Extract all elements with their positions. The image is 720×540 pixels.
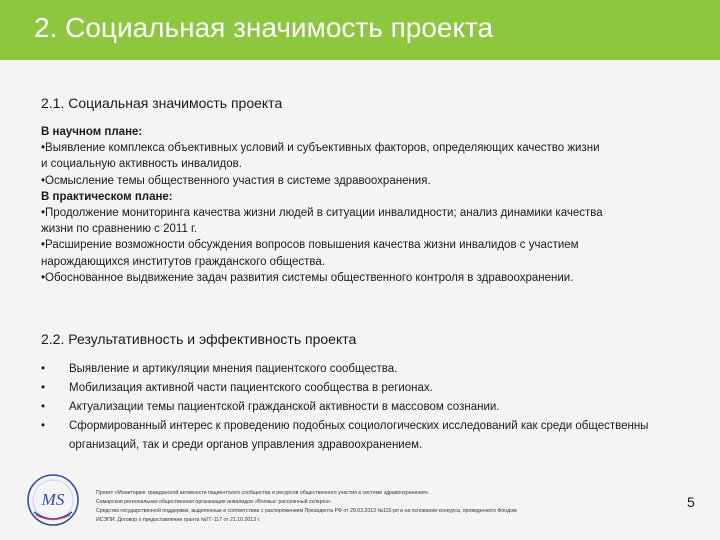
text-line: •Осмысление темы общественного участия в системе здравоохранения.: [41, 174, 431, 187]
subheading: В научном плане:: [41, 126, 143, 138]
text-line: •Расширение возможности обсуждения вопросов повышения качества жизни инвалидов с участием: [41, 239, 579, 252]
footer-line: Средства государственной поддержки, выделенные в соответствии с распоряжением Президента РФ от 29.03.2013 №115-рп и на основании конкурса, проведенного Фондом: [96, 508, 517, 514]
text-line: нарождающихся институтов гражданского общества.: [41, 255, 325, 268]
list-item-text: организаций, так и среди органов управления здравоохранением.: [69, 439, 423, 451]
list-item: [41, 398, 720, 417]
footer-text: [96, 489, 656, 525]
logo-text: MS: [41, 490, 65, 509]
bullet-icon: •: [41, 363, 46, 375]
list-item: [41, 360, 720, 379]
section-1-body: [41, 124, 691, 286]
footer-line: ИСЭПИ. Договор о предоставлении гранта №ГГ-117 от 21.10.2013 г.: [96, 517, 261, 523]
list-item-text: Сформированный интерес к проведению подобных социологических исследований как среди общественны: [69, 420, 649, 432]
title-bar: [0, 0, 720, 60]
slide-title: 2. Социальная значимость проекта: [34, 12, 494, 43]
page-number: 5: [687, 494, 695, 510]
section-2-heading: 2.2. Результативность и эффективность проекта: [41, 331, 357, 347]
text-line: и социальную активность инвалидов.: [41, 158, 242, 171]
text-line: •Выявление комплекса объективных условий и субъективных факторов, определяющих качество жизни: [41, 142, 600, 155]
section-2-list: [41, 360, 720, 455]
subheading: В практическом плане:: [41, 190, 173, 203]
bullet-icon: •: [41, 420, 46, 432]
bullet-icon: •: [41, 401, 46, 413]
logo-graphic: [22, 472, 84, 528]
logo: [22, 472, 84, 528]
section-1-heading: 2.1. Социальная значимость проекта: [41, 95, 283, 111]
list-item-text: Выявление и артикуляции мнения пациентского сообщества.: [69, 363, 398, 375]
footer-line: Самарская региональная общественная организация инвалидов «Волжье: рассеянный склероз»: [96, 499, 331, 505]
footer-line: Проект «Мониторинг гражданской активности пациентского сообщества и ресурсов общественного участия в системе здравоохранения»: [96, 490, 429, 496]
list-item: [41, 379, 720, 398]
bullet-icon: •: [41, 382, 46, 394]
text-line: жизни по сравнению с 2011 г.: [41, 223, 198, 236]
text-line: •Обоснованное выдвижение задач развития системы общественного контроля в здравоохранении.: [41, 271, 574, 284]
list-item-text: Актуализации темы пациентской гражданской активности в массовом сознании.: [69, 401, 500, 413]
list-item: [41, 417, 720, 455]
text-line: •Продолжение мониторинга качества жизни людей в ситуации инвалидности; анализ динамики качества: [41, 207, 603, 220]
list-item-text: Мобилизация активной части пациентского сообщества в регионах.: [69, 382, 433, 394]
